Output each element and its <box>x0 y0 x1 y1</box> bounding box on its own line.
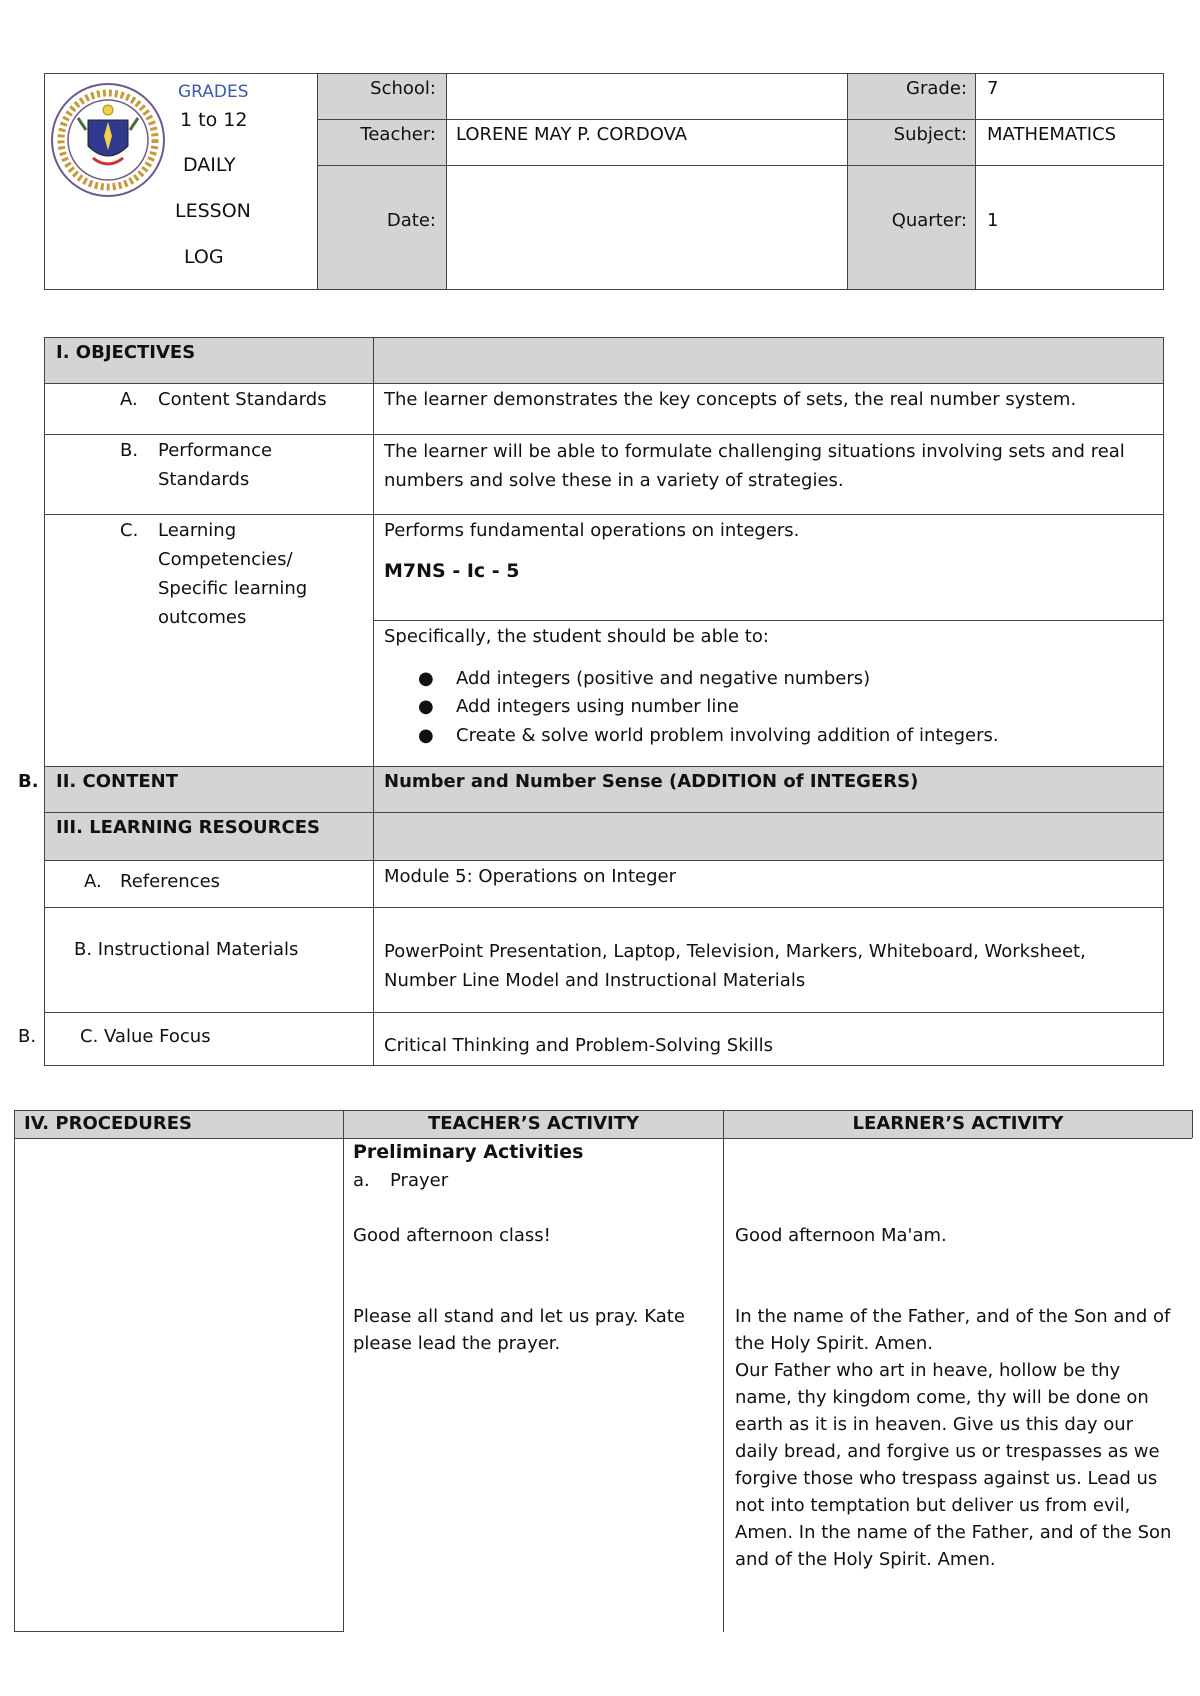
references-label: References <box>120 871 221 892</box>
grades-range: 1 to 12 <box>180 109 248 131</box>
learning-competencies-value: Performs fundamental operations on integers. <box>384 520 800 541</box>
learning-competencies-label-4: outcomes <box>158 607 247 628</box>
materials-label: B. Instructional Materials <box>74 939 299 960</box>
teacher-value: LORENE MAY P. CORDOVA <box>456 124 688 145</box>
quarter-value: 1 <box>987 210 999 231</box>
bullet-icon: ● <box>418 725 434 746</box>
references-value: Module 5: Operations on Integer <box>384 866 676 887</box>
content-value: Number and Number Sense (ADDITION of INTEGERS) <box>384 771 919 792</box>
learning-competencies-label-1: Learning <box>158 520 237 541</box>
performance-standards-label-2: Standards <box>158 469 250 490</box>
objective-bullet: Create & solve world problem involving addition of integers. <box>456 725 999 746</box>
teacher-greeting: Good afternoon class! <box>353 1225 551 1246</box>
subject-value: MATHEMATICS <box>987 124 1117 145</box>
grade-value: 7 <box>987 78 999 99</box>
content-standards-value: The learner demonstrates the key concepts of sets, the real number system. <box>384 389 1077 410</box>
learner-greeting: Good afternoon Ma'am. <box>735 1225 947 1246</box>
procedures-col-header: IV. PROCEDURES <box>24 1113 192 1134</box>
performance-standards-value: The learner will be able to formulate challenging situations involving sets and real numbers and solve these in a variety of strategies. <box>384 441 1125 491</box>
bullet-icon: ● <box>418 668 434 689</box>
date-label: Date: <box>386 210 436 231</box>
quarter-label: Quarter: <box>891 210 967 231</box>
performance-standards-label-1: Performance <box>158 440 273 461</box>
deped-seal-logo <box>48 80 168 200</box>
grade-label: Grade: <box>906 78 967 99</box>
value-focus-side-marker: B. <box>18 1026 37 1047</box>
teacher-activity-header: TEACHER’S ACTIVITY <box>427 1113 640 1134</box>
learner-activity-header: LEARNER’S ACTIVITY <box>852 1113 1064 1134</box>
teacher-label: Teacher: <box>360 124 436 145</box>
objectives-title: I. OBJECTIVES <box>56 342 196 363</box>
materials-value: PowerPoint Presentation, Laptop, Television, Markers, Whiteboard, Worksheet, Number Line Model and Instructional Materials <box>384 941 1086 991</box>
resources-title: III. LEARNING RESOURCES <box>56 817 320 838</box>
references-letter: A. <box>84 871 102 892</box>
content-standards-label: Content Standards <box>158 389 327 410</box>
lesson-label: LESSON <box>175 200 251 222</box>
log-label: LOG <box>184 246 224 268</box>
subject-label: Subject: <box>893 124 967 145</box>
performance-standards-letter: B. <box>120 440 139 461</box>
preliminary-activities-title: Preliminary Activities <box>353 1141 584 1163</box>
learning-competencies-label-2: Competencies/ <box>158 549 293 570</box>
teacher-prayer-request: Please all stand and let us pray. Kate please lead the prayer. <box>353 1306 685 1354</box>
value-focus-label: C. Value Focus <box>80 1026 211 1047</box>
school-label: School: <box>370 78 436 99</box>
prayer-letter: a. <box>353 1170 370 1191</box>
specifically-label: Specifically, the student should be able to: <box>384 626 769 647</box>
bullet-icon: ● <box>418 696 434 717</box>
learning-competencies-letter: C. <box>120 520 139 541</box>
learning-competencies-label-3: Specific learning <box>158 578 308 599</box>
content-label: II. CONTENT <box>56 771 178 792</box>
learner-prayer-body: Our Father who art in heave, hollow be thy name, thy kingdom come, thy will be done on earth as it is in heaven. Give us this day our daily bread, and forgive us or trespasses as we forgive those who trespass against us. Lead us not into temptation but deliver us from evil, Amen. In the name of the Father, and of the Son and of the Holy Spirit. Amen. <box>735 1360 1172 1570</box>
content-standards-letter: A. <box>120 389 138 410</box>
learner-prayer-opening: In the name of the Father, and of the Son and of the Holy Spirit. Amen. <box>735 1306 1171 1354</box>
objective-bullet: Add integers using number line <box>456 696 739 717</box>
grades-label: GRADES <box>178 82 249 102</box>
daily-label: DAILY <box>183 154 236 176</box>
prayer-label: Prayer <box>390 1170 449 1191</box>
value-focus-value: Critical Thinking and Problem-Solving Skills <box>384 1035 774 1056</box>
content-side-marker: B. <box>18 771 39 792</box>
objective-bullet: Add integers (positive and negative numbers) <box>456 668 871 689</box>
competency-code: M7NS - Ic - 5 <box>384 560 520 582</box>
